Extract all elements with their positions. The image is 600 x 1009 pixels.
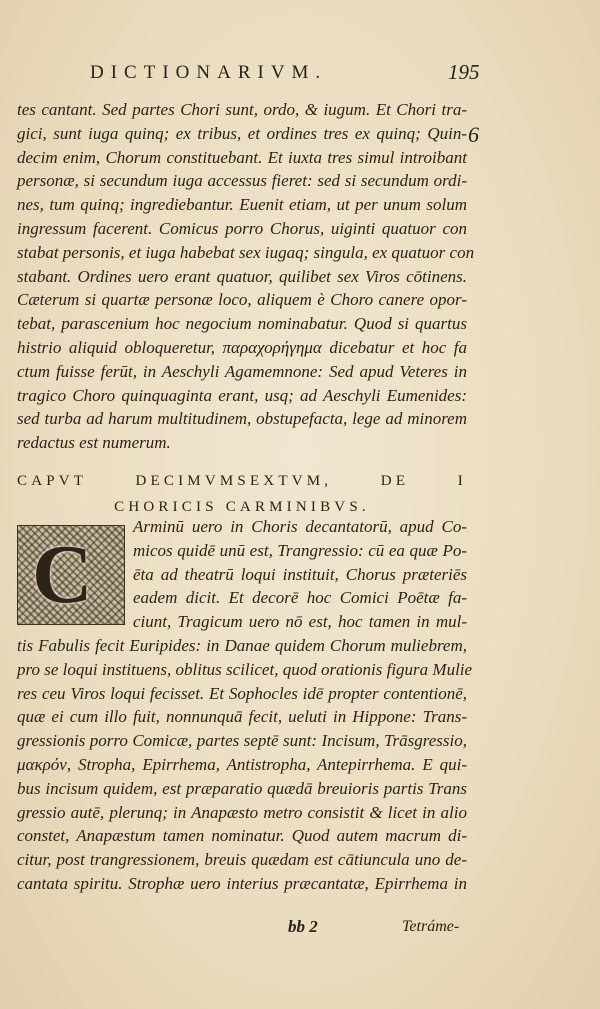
decorated-initial xyxy=(17,525,125,625)
text-line: quæ ei cum illo fuit, nonnunquā fecit, ueluti in Hippone: Trans- xyxy=(17,707,467,727)
paragraph-2-full xyxy=(17,634,473,896)
text-line: cantata spiritu. Strophæ uero interius præcantatæ, Epirrhema in xyxy=(17,873,467,893)
text-line: tis Fabulis fecit Euripides: in Danae quidem Chorum muliebrem, xyxy=(17,636,467,655)
chapter-heading-line-1: CAPVT DECIMVMSEXTVM, DE I xyxy=(17,473,467,489)
text-line: tebat, parascenium hoc negocium nominabatur. Quod si quartus xyxy=(17,314,467,334)
text-line: constet, Anapæstum tamen nominatur. Quod autem macrum di- xyxy=(17,826,467,846)
text-line: pro se loqui instituens, oblitus scilicet, quod orationis figura Mulie xyxy=(17,659,473,679)
chapter-heading-line-2: CHORICIS CARMINIBVS. xyxy=(114,499,370,515)
text-line: histrio aliquid obloqueretur, παραχορήγημα dicebatur et hoc fa xyxy=(17,337,467,357)
text-line: ciunt, Tragicum uero nō est, hoc tamen in mul- xyxy=(133,612,467,632)
text-line: citur, post trangressionem, breuis quædam est cātiuncula uno de- xyxy=(17,850,467,870)
initial-letter: C xyxy=(32,528,93,621)
text-line: stabat personis, et iuga habebat sex iugaq; singula, ex quatuor con xyxy=(17,242,475,262)
text-line: bus incisum quidem, est præparatio quædā breuioris partis Trans xyxy=(17,778,467,798)
text-line: μακρόν, Stropha, Epirrhema, Antistropha, Antepirrhema. E qui- xyxy=(17,754,467,774)
text-line: gressio autē, plerunq; in Anapæsto metro consistit & licet in alio xyxy=(17,802,467,822)
text-line: res ceu Viros loqui fecisset. Et Sophocles idē propter contentionē, xyxy=(17,683,467,703)
text-line: gressionis porro Comicæ, partes septē sunt: Incisum, Trāsgressio, xyxy=(17,731,467,751)
text-line: stabant. Ordines uero erant quatuor, quilibet sex Viros cōtinens. xyxy=(17,266,467,286)
signature-mark: bb 2 xyxy=(288,917,318,936)
text-line: decim enim, Chorum constituebant. Et iuxta tres simul introibant xyxy=(17,147,467,167)
text-line: Cæterum si quartæ personæ loco, aliquem è Choro canere opor- xyxy=(17,290,467,310)
text-line: ingressum facerent. Comicus porro Chorus, uiginti quatuor con xyxy=(17,218,467,238)
catchword: Tetráme- xyxy=(402,918,460,935)
paragraph-1 xyxy=(17,98,475,455)
text-line: personæ, si secundum iuga accessus fieret: sed si secundum ordi- xyxy=(17,171,467,191)
text-line: sed turba ad harum multitudinem, obstupefacta, lege ad minorem xyxy=(17,409,467,429)
text-line: micos quidē unū est, Trangressio: cū ea quæ Po- xyxy=(133,540,467,560)
text-line: tes cantant. Sed partes Chori sunt, ordo, & iugum. Et Chori tra- xyxy=(17,100,467,119)
chapter-heading xyxy=(17,468,467,520)
running-head: DICTIONARIVM. xyxy=(90,62,328,83)
text-line: gici, sunt iuga quinq; ex tribus, et ordines tres ex quinq; Quin- xyxy=(17,123,467,143)
text-line: ēta ad theatrū loqui instituit, Chorus præteriēs xyxy=(133,564,467,584)
text-line: ctum fuisse ferūt, in Aeschyli Agamemnone: Sed apud Veteres in xyxy=(17,361,467,381)
margin-note: 6 xyxy=(468,122,479,147)
page-number: 195 xyxy=(448,60,480,84)
text-line: redactus est numerum. xyxy=(17,433,171,453)
text-line: nes, tum quinq; ingrediebantur. Euenit etiam, ut per unum solum xyxy=(17,195,467,215)
text-line: tragico Choro quinquaginta erant, usq; ad Aeschyli Eumenides: xyxy=(17,385,467,405)
text-line: eadem dicit. Et decorē hoc Comici Poētæ fa- xyxy=(133,588,467,608)
paragraph-2-indented xyxy=(133,515,467,634)
text-line: Arminū uero in Choris decantatorū, apud Co- xyxy=(133,517,467,536)
